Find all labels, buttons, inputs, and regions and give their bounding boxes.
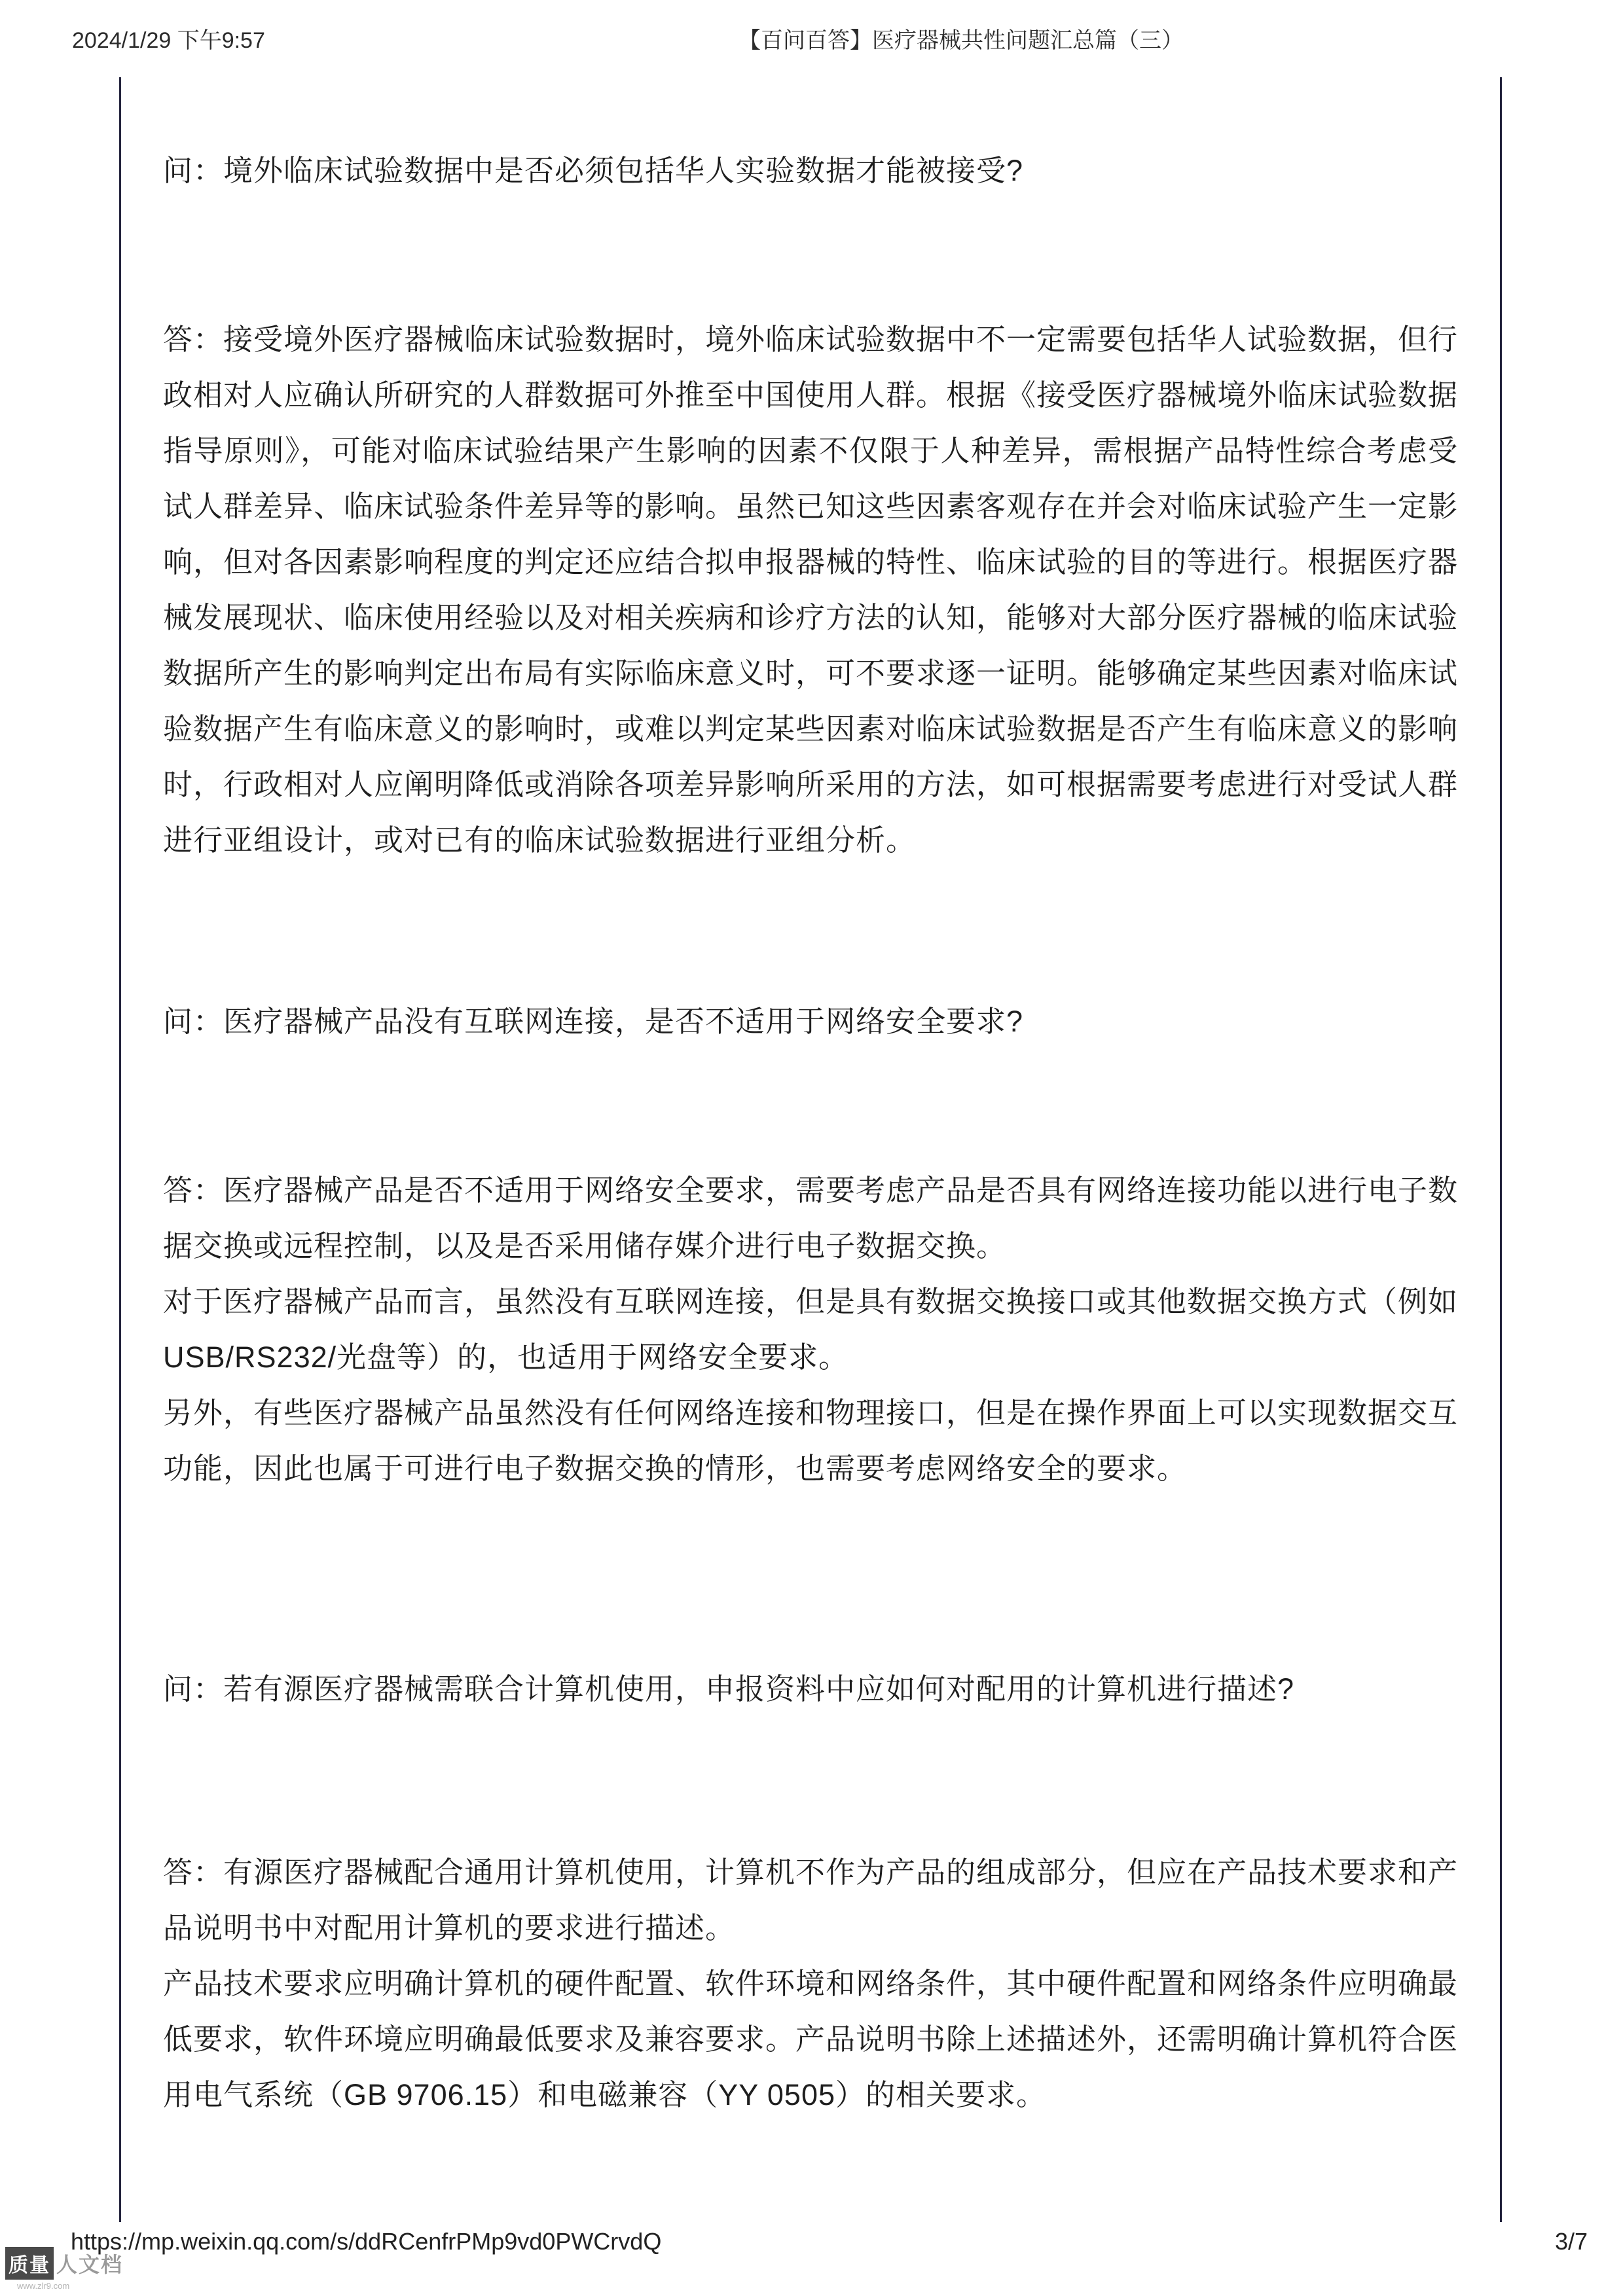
- answer-paragraph: 对于医疗器械产品而言，虽然没有互联网连接，但是具有数据交换接口或其他数据交换方式（例如USB/RS232/光盘等）的，也适用于网络安全要求。: [163, 1285, 1459, 1374]
- answer-3: [163, 1844, 1458, 2123]
- answer-paragraph: 另外，有些医疗器械产品虽然没有任何网络连接和物理接口，但是在操作界面上可以实现数据交互功能，因此也属于可进行电子数据交换的情形，也需要考虑网络安全的要求。: [163, 1396, 1459, 1485]
- watermark-logo: [5, 2247, 123, 2291]
- header-document-title: 【百问百答】医疗器械共性问题汇总篇（三）: [739, 28, 1184, 53]
- watermark-brand-text: 人文档: [56, 2253, 124, 2276]
- answer-paragraph: 答：有源医疗器械配合通用计算机使用，计算机不作为产品的组成部分，但应在产品技术要求和产品说明书中对配用计算机的要求进行描述。: [163, 1856, 1459, 1945]
- answer-1: [163, 312, 1458, 868]
- question-2: 问：医疗器械产品没有互联网连接，是否不适用于网络安全要求?: [163, 1005, 1024, 1038]
- watermark-brand-box: 质量: [5, 2247, 54, 2280]
- footer-page-number: 3/7: [1554, 2228, 1588, 2255]
- answer-paragraph: 产品技术要求应明确计算机的硬件配置、软件环境和网络条件，其中硬件配置和网络条件应明确最低要求，软件环境应明确最低要求及兼容要求。产品说明书除上述描述外，还需明确计算机符合医用电气系统（GB 9706.15）和电磁兼容（YY 0505）的相关要求。: [163, 1967, 1459, 2111]
- footer-source-url: https://mp.weixin.qq.com/s/ddRCenfrPMp9vd0PWCrvdQ: [71, 2228, 662, 2255]
- header-datetime: 2024/1/29 下午9:57: [72, 28, 265, 53]
- watermark-site-url: www.zlr9.com: [17, 2281, 70, 2291]
- answer-paragraph: 答：医疗器械产品是否不适用于网络安全要求，需要考虑产品是否具有网络连接功能以进行电子数据交换或远程控制，以及是否采用储存媒介进行电子数据交换。: [163, 1174, 1459, 1263]
- answer-paragraph: 答：接受境外医疗器械临床试验数据时，境外临床试验数据中不一定需要包括华人试验数据，但行政相对人应确认所研究的人群数据可外推至中国使用人群。根据《接受医疗器械境外临床试验数据指导原则》，可能对临床试验结果产生影响的因素不仅限于人种差异，需根据产品特性综合考虑受试人群差异、临床试验条件差异等的影响。虽然已知这些因素客观存在并会对临床试验产生一定影响，但对各因素影响程度的判定还应结合拟申报器械的特性、临床试验的目的等进行。根据医疗器械发展现状、临床使用经验以及对相关疾病和诊疗方法的认知，能够对大部分医疗器械的临床试验数据所产生的影响判定出布局有实际临床意义时，可不要求逐一证明。能够确定某些因素对临床试验数据产生有临床意义的影响时，或难以判定某些因素对临床试验数据是否产生有临床意义的影响时，行政相对人应阐明降低或消除各项差异影响所采用的方法，如可根据需要考虑进行对受试人群进行亚组设计，或对已有的临床试验数据进行亚组分析。: [163, 323, 1459, 857]
- question-3: 问：若有源医疗器械需联合计算机使用，申报资料中应如何对配用的计算机进行描述?: [163, 1672, 1295, 1706]
- question-1: 问：境外临床试验数据中是否必须包括华人实验数据才能被接受?: [163, 154, 1024, 187]
- content-frame: [119, 77, 1502, 2222]
- watermark-brand: [5, 2247, 123, 2280]
- answer-2: [163, 1162, 1458, 1496]
